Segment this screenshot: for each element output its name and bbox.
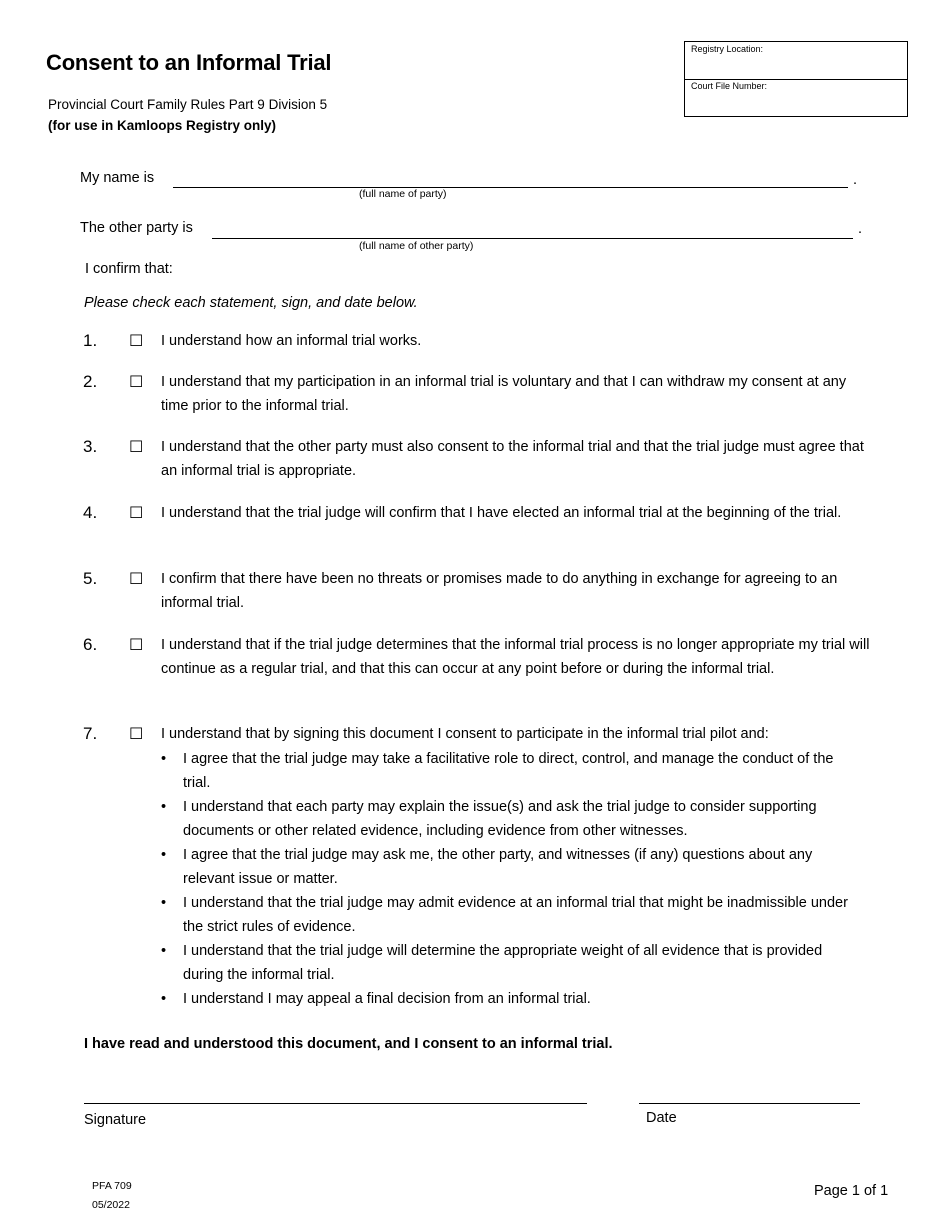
bullet-text: I agree that the trial judge may take a facilitative role to direct, control, and manage the conduct of the trial. xyxy=(183,751,834,791)
confirm-intro: I confirm that: xyxy=(85,261,173,277)
list-item xyxy=(161,939,861,987)
instructions: Please check each statement, sign, and date below. xyxy=(84,295,418,311)
other-party-hint: (full name of other party) xyxy=(359,240,474,252)
form-code: PFA 709 xyxy=(92,1180,132,1192)
statement-text-2: I understand that my participation in an informal trial is voluntary and that I can withdraw my consent at any time prior to the informal trial. xyxy=(161,374,847,414)
court-file-number-label: Court File Number: xyxy=(691,81,768,91)
statement-checkbox-5[interactable]: ☐ xyxy=(129,571,144,588)
final-statement: I have read and understood this document, and I consent to an informal trial. xyxy=(84,1036,613,1052)
registry-box xyxy=(684,41,908,117)
court-file-number-field[interactable] xyxy=(685,79,907,116)
statement-number-2: 2. xyxy=(83,372,98,391)
page-title: Consent to an Informal Trial xyxy=(46,50,332,75)
my-name-field[interactable] xyxy=(173,187,848,188)
rules-reference: Provincial Court Family Rules Part 9 Division 5 xyxy=(48,97,328,112)
statement-text-6: I understand that if the trial judge determines that the informal trial process is no longer appropriate my trial will continue as a regular trial, and that this can occur at any point before or during the informal trial. xyxy=(161,637,870,677)
other-party-period: . xyxy=(858,221,863,237)
statement-number-7: 7. xyxy=(83,724,98,743)
date-label: Date xyxy=(646,1110,677,1126)
bullet-text: I understand I may appeal a final decision from an informal trial. xyxy=(183,991,591,1007)
statement-text-7: I understand that by signing this document I consent to participate in the informal trial pilot and: xyxy=(161,726,769,742)
list-item xyxy=(161,843,861,891)
list-item xyxy=(161,987,861,1011)
statement-number-1: 1. xyxy=(83,331,98,350)
list-item xyxy=(161,747,861,795)
statement-number-6: 6. xyxy=(83,635,98,654)
statement-checkbox-1[interactable]: ☐ xyxy=(129,333,144,350)
bullet-icon: • xyxy=(161,895,167,911)
statement-text-3: I understand that the other party must also consent to the informal trial and that the trial judge must agree that an informal trial is appropriate. xyxy=(161,439,864,479)
consent-bullet-list xyxy=(161,747,861,1011)
form-date: 05/2022 xyxy=(92,1199,130,1211)
signature-field[interactable] xyxy=(84,1103,587,1104)
bullet-icon: • xyxy=(161,991,167,1007)
bullet-icon: • xyxy=(161,751,167,767)
date-field[interactable] xyxy=(639,1103,860,1104)
statement-number-5: 5. xyxy=(83,569,98,588)
other-party-field[interactable] xyxy=(212,238,853,239)
registry-note: (for use in Kamloops Registry only) xyxy=(48,118,277,133)
statement-checkbox-2[interactable]: ☐ xyxy=(129,374,144,391)
list-item xyxy=(161,795,861,843)
statement-text-1: I understand how an informal trial works. xyxy=(161,333,422,349)
my-name-period: . xyxy=(853,172,858,188)
bullet-text: I understand that each party may explain the issue(s) and ask the trial judge to consider supporting documents or other related evidence, including evidence from other witnesses. xyxy=(183,799,817,839)
bullet-icon: • xyxy=(161,799,167,815)
list-item xyxy=(161,891,861,939)
bullet-text: I understand that the trial judge will determine the appropriate weight of all evidence that is provided during the informal trial. xyxy=(183,943,823,983)
my-name-label: My name is xyxy=(80,170,155,186)
page-number: Page 1 of 1 xyxy=(814,1183,889,1199)
statement-number-3: 3. xyxy=(83,437,98,456)
bullet-text: I understand that the trial judge may admit evidence at an informal trial that might be inadmissible under the strict rules of evidence. xyxy=(183,895,848,935)
registry-location-label: Registry Location: xyxy=(691,44,764,54)
bullet-icon: • xyxy=(161,943,167,959)
statement-checkbox-7[interactable]: ☐ xyxy=(129,726,144,743)
registry-location-field[interactable] xyxy=(685,42,907,80)
signature-label: Signature xyxy=(84,1112,147,1128)
my-name-hint: (full name of party) xyxy=(359,188,447,200)
statement-text-5: I confirm that there have been no threats or promises made to do anything in exchange for agreeing to an informal trial. xyxy=(161,571,838,611)
bullet-text: I agree that the trial judge may ask me, the other party, and witnesses (if any) questions about any relevant issue or matter. xyxy=(183,847,813,887)
statement-checkbox-6[interactable]: ☐ xyxy=(129,637,144,654)
statement-text-4: I understand that the trial judge will confirm that I have elected an informal trial at the beginning of the trial. xyxy=(161,505,842,521)
bullet-icon: • xyxy=(161,847,167,863)
statement-number-4: 4. xyxy=(83,503,98,522)
statement-checkbox-3[interactable]: ☐ xyxy=(129,439,144,456)
statement-checkbox-4[interactable]: ☐ xyxy=(129,505,144,522)
other-party-label: The other party is xyxy=(80,220,193,236)
